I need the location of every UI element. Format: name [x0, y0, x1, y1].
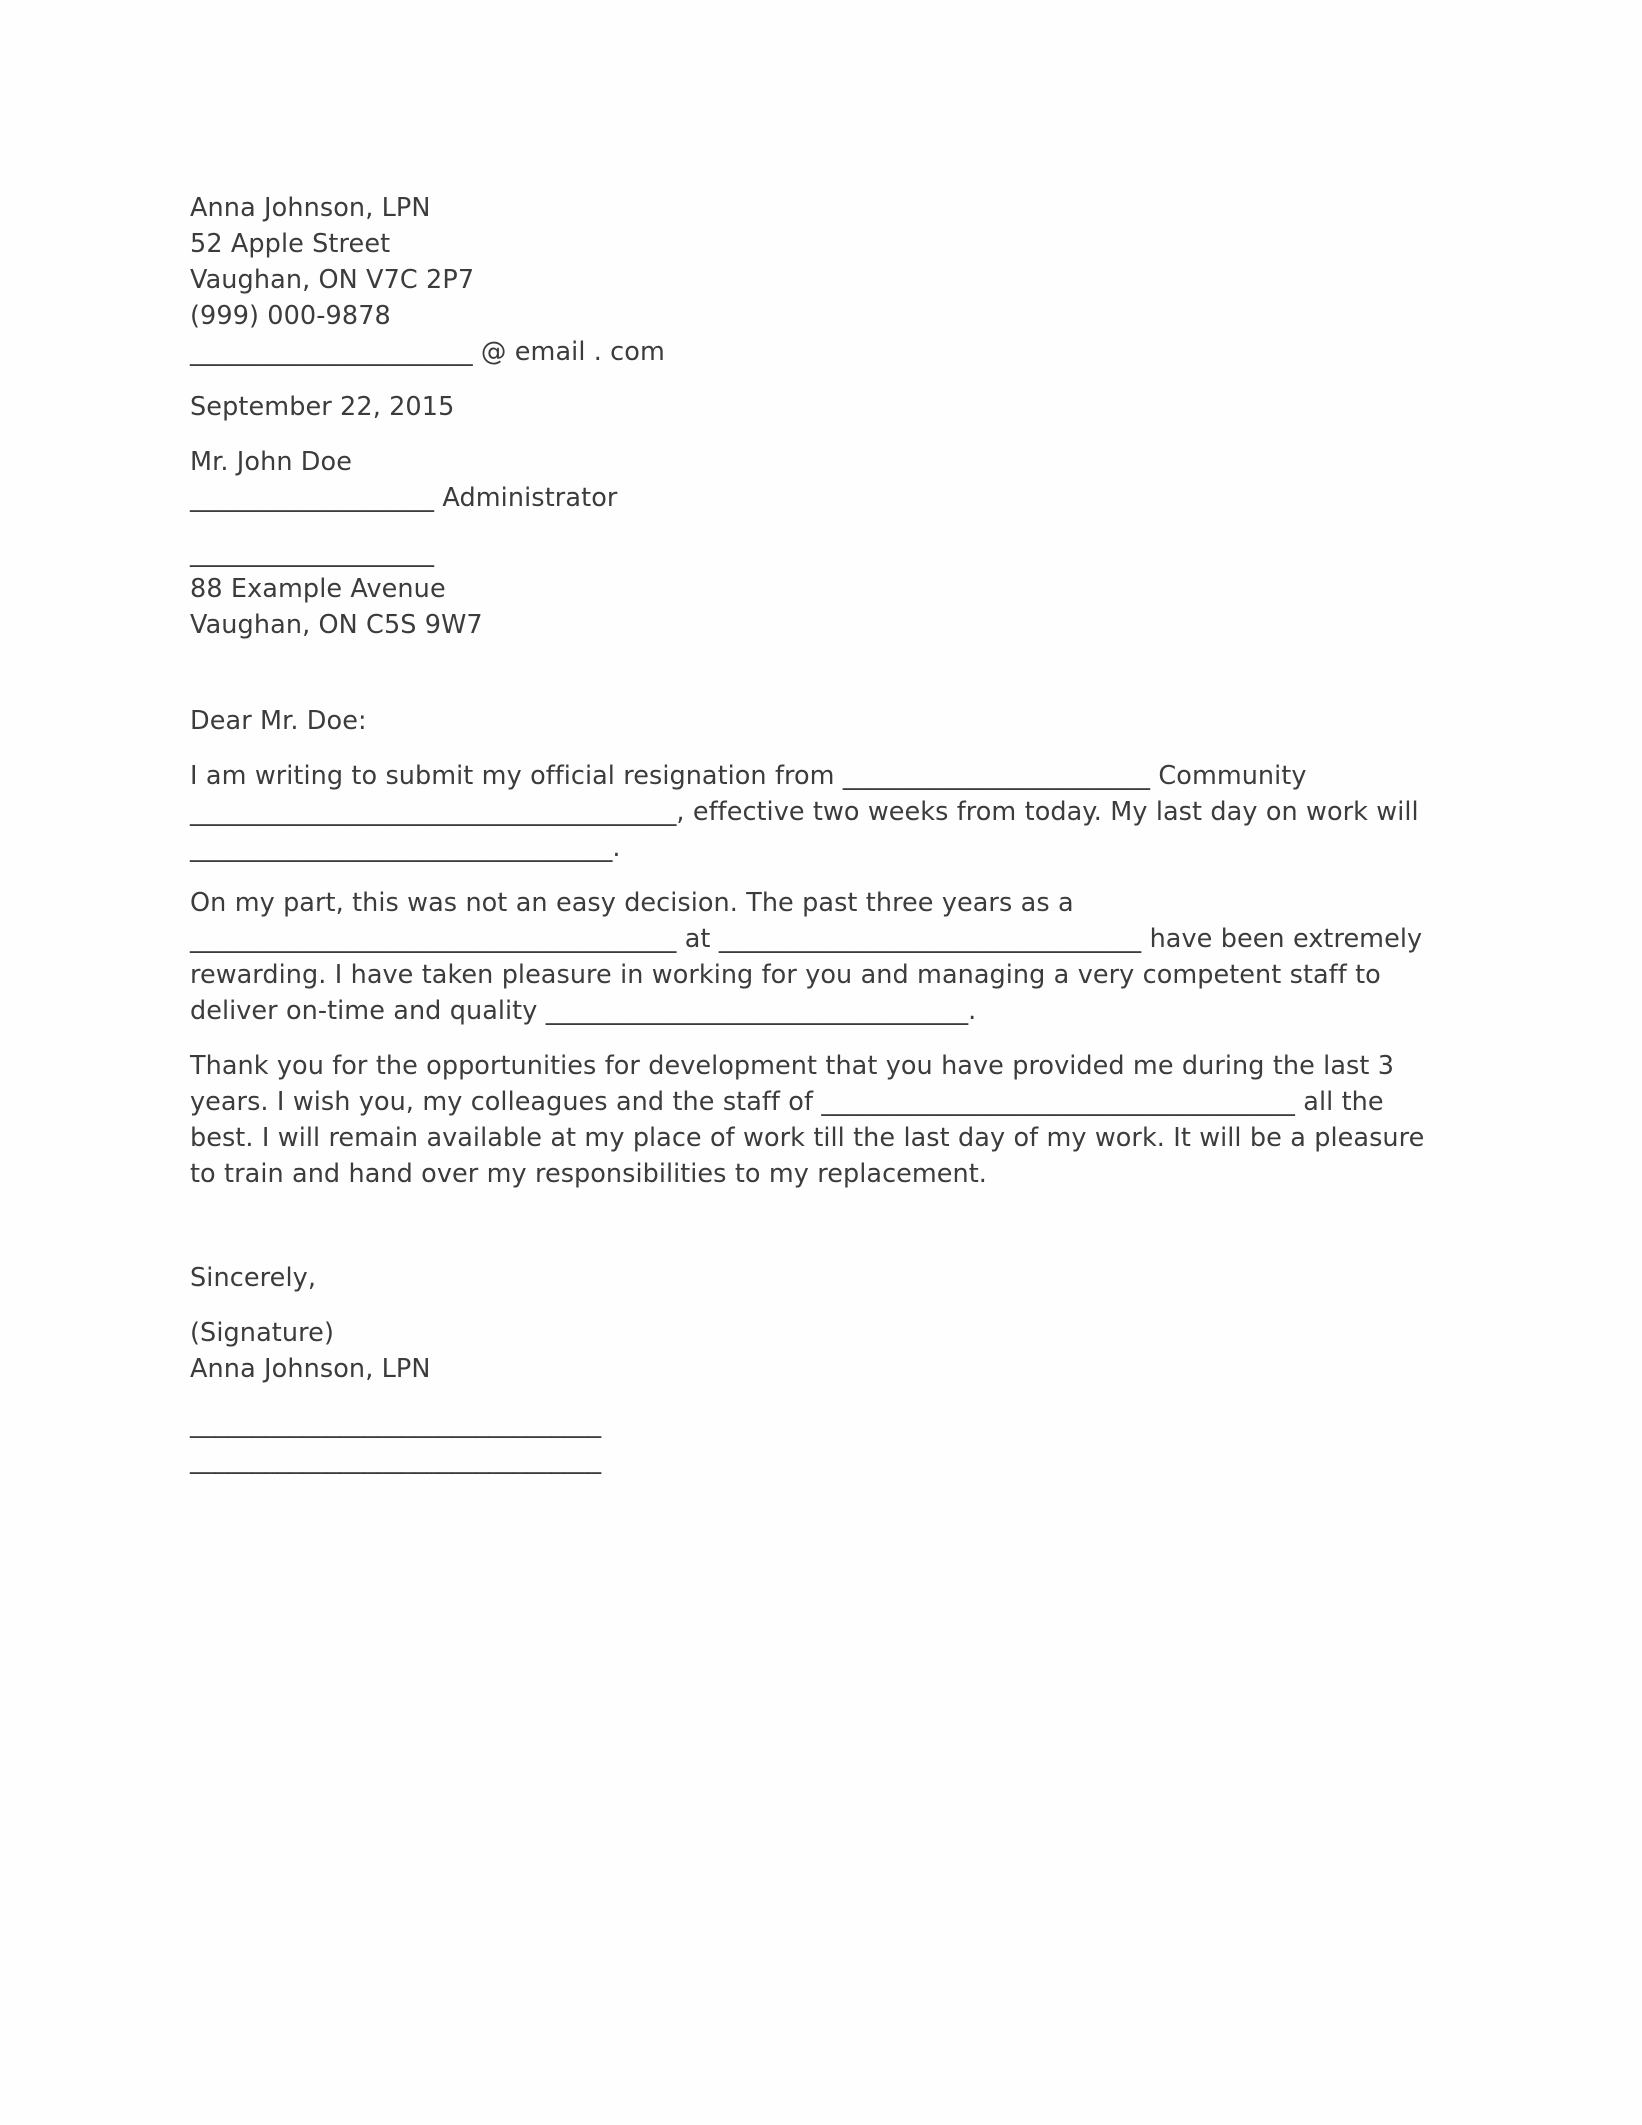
spacer-before-trailing-blanks [190, 1387, 1440, 1406]
salutation: Dear Mr. Doe: [190, 706, 367, 736]
salutation-block [190, 703, 1440, 739]
recipient-title: ___________________ Administrator [190, 483, 618, 513]
spacer-after-paragraph-2 [190, 1029, 1440, 1048]
sender-street: 52 Apple Street [190, 229, 391, 259]
recipient-street: 88 Example Avenue [190, 574, 446, 604]
sender-email: ______________________ @ email . com [190, 337, 665, 367]
recipient-address-block [190, 535, 1440, 643]
spacer-after-date [190, 425, 1440, 444]
recipient-name-block [190, 444, 1440, 516]
spacer-after-paragraph-1 [190, 866, 1440, 885]
sender-phone: (999) 000-9878 [190, 301, 391, 331]
body-paragraph-2: On my part, this was not an easy decision. The past three years as a ______________________________________ at _________________________________ have been extremely rewarding. I have taken pleasure in working for you and managing a very competent staff to deliver on-time and quality _________________________________. [190, 888, 1431, 1026]
letter-body [190, 190, 1440, 1478]
sender-name: Anna Johnson, LPN [190, 193, 431, 223]
spacer-after-sender [190, 370, 1440, 389]
trailing-blank-lines [190, 1406, 1440, 1478]
spacer-before-salutation [190, 643, 1440, 703]
closing-valediction-block [190, 1260, 1440, 1296]
signature-block [190, 1315, 1440, 1387]
spacer-before-closing [190, 1192, 1440, 1260]
signature-placeholder: (Signature) [190, 1318, 335, 1348]
closing-valediction: Sincerely, [190, 1263, 317, 1293]
trailing-blank-line-1: _________________________________ [190, 1409, 601, 1439]
letter-date: September 22, 2015 [190, 392, 455, 422]
spacer-after-salutation [190, 739, 1440, 758]
recipient-name: Mr. John Doe [190, 447, 353, 477]
recipient-city-province-postal: Vaughan, ON C5S 9W7 [190, 610, 483, 640]
body-paragraph-3: Thank you for the opportunities for development that you have provided me during the last 3 years. I wish you, my colleagues and the staff of _____________________________________ all the best. I will remain available at my place of work till the last day of my work. It will be a pleasure to train and hand over my responsibilities to my replacement. [190, 1051, 1433, 1189]
spacer-after-valediction [190, 1296, 1440, 1315]
body-paragraph-1: I am writing to submit my official resignation from ________________________ Community ______________________________________, effective two weeks from today. My last day on work will _________________________________. [190, 761, 1427, 863]
trailing-blank-line-2: _________________________________ [190, 1445, 601, 1475]
sender-address-block [190, 190, 1440, 370]
letter-date-block [190, 389, 1440, 425]
sender-city-province-postal: Vaughan, ON V7C 2P7 [190, 265, 475, 295]
signer-name: Anna Johnson, LPN [190, 1354, 431, 1384]
recipient-organization-blank: ___________________ [190, 538, 435, 568]
spacer-after-recipient-title [190, 516, 1440, 535]
